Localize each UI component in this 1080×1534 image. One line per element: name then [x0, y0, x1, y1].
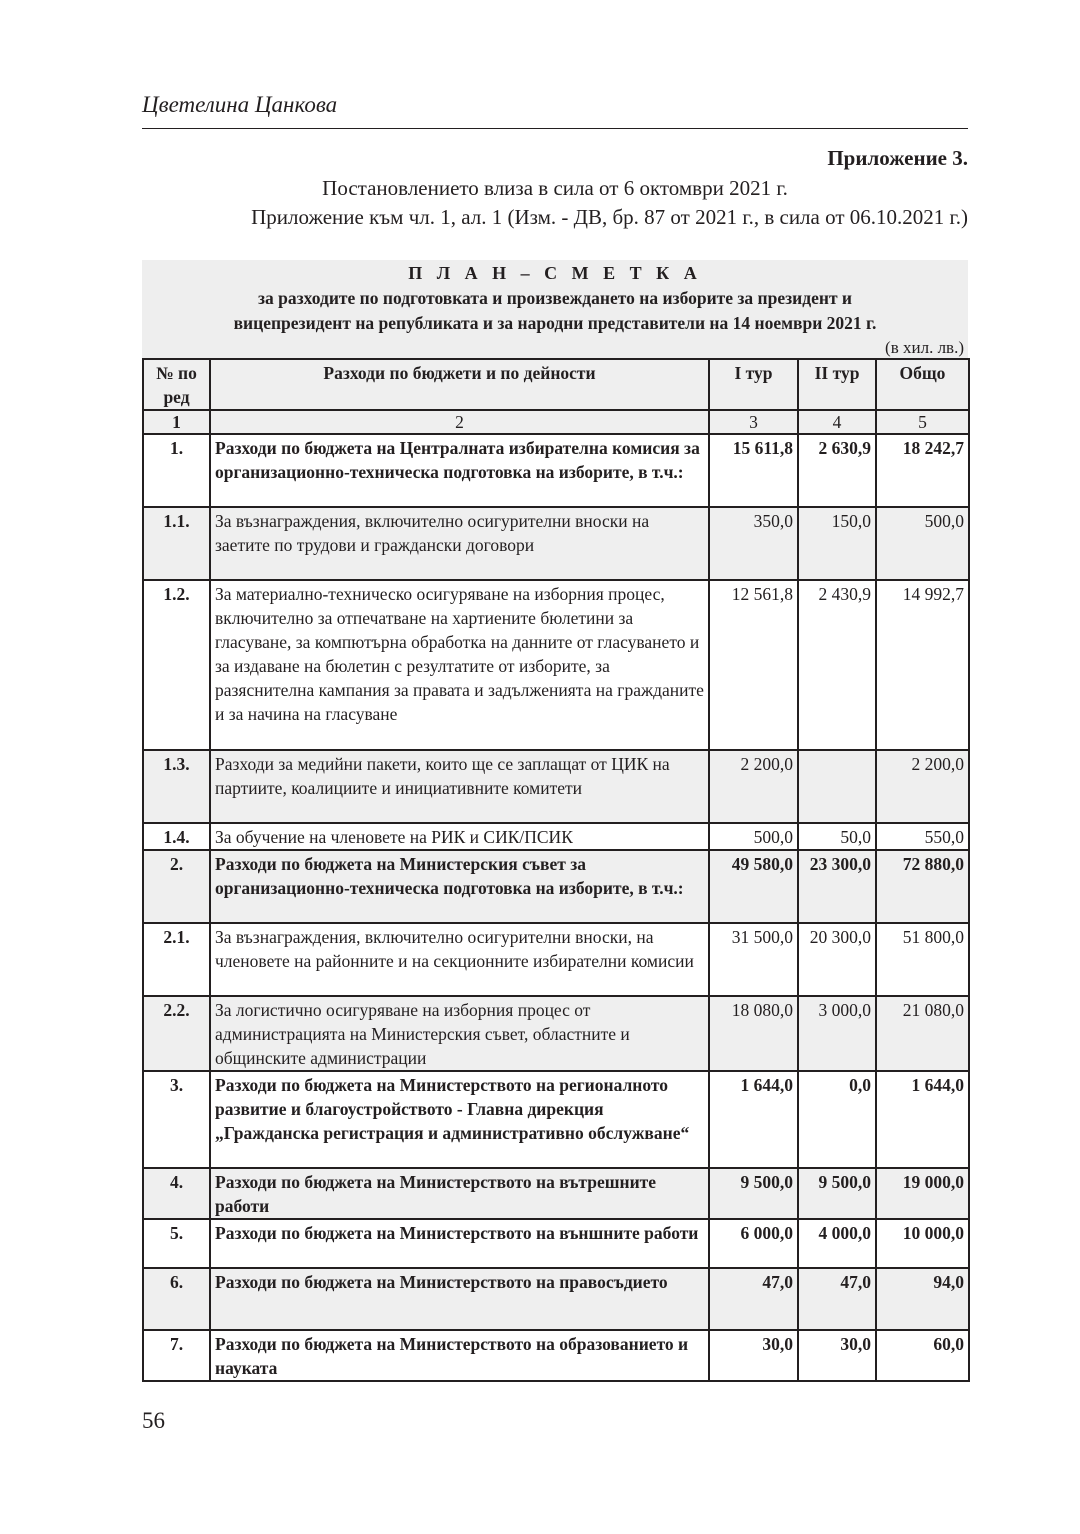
row-no: 1.4. — [143, 823, 210, 850]
table-row — [143, 1268, 969, 1330]
row-round1: 12 561,8 — [709, 580, 798, 750]
row-no: 1. — [143, 434, 210, 507]
column-index-row — [143, 410, 969, 434]
row-no: 2. — [143, 850, 210, 923]
table-row — [143, 434, 969, 507]
unit-note: (в хил. лв.) — [885, 338, 964, 357]
row-desc: Разходи по бюджета на Министерството на регионалното развитие и благоустройството - Главна дирекция „Гражданска регистрация и административно обслужване“ — [210, 1071, 709, 1168]
col-index: 2 — [210, 410, 709, 434]
row-total: 21 080,0 — [876, 996, 969, 1071]
col-index: 3 — [709, 410, 798, 434]
row-total: 18 242,7 — [876, 434, 969, 507]
row-round1: 1 644,0 — [709, 1071, 798, 1168]
row-total: 10 000,0 — [876, 1219, 969, 1268]
col-index: 4 — [798, 410, 876, 434]
row-round1: 6 000,0 — [709, 1219, 798, 1268]
table-row — [143, 1168, 969, 1219]
row-total: 2 200,0 — [876, 750, 969, 823]
row-round2: 2 430,9 — [798, 580, 876, 750]
row-round1: 30,0 — [709, 1330, 798, 1381]
col-header-round1: I тур — [709, 359, 798, 410]
table-row — [143, 507, 969, 580]
row-round2 — [798, 750, 876, 823]
table-row — [143, 1219, 969, 1268]
row-desc: Разходи по бюджета на Министерския съвет за организационно-техническа подготовка на изборите, в т.ч.: — [210, 850, 709, 923]
row-desc: Разходи по бюджета на Министерството на образованието и науката — [210, 1330, 709, 1381]
row-total: 14 992,7 — [876, 580, 969, 750]
row-total: 500,0 — [876, 507, 969, 580]
row-no: 3. — [143, 1071, 210, 1168]
row-desc: Разходи за медийни пакети, които ще се заплащат от ЦИК на партиите, коалициите и инициативните комитети — [210, 750, 709, 823]
row-round1: 350,0 — [709, 507, 798, 580]
row-total: 19 000,0 — [876, 1168, 969, 1219]
row-round2: 150,0 — [798, 507, 876, 580]
row-desc: За материално-техническо осигуряване на изборния процес, включително за отпечатване на хартиените бюлетини за гласуване, за компютърна обработка на данните от гласуването и за издаване на бюлетин с резултатите от изборите, за разяснителна кампания за правата и задълженията на гражданите и за начина на гласуване — [210, 580, 709, 750]
row-total: 60,0 — [876, 1330, 969, 1381]
row-desc: Разходи по бюджета на Министерството на правосъдието — [210, 1268, 709, 1330]
row-round2: 3 000,0 — [798, 996, 876, 1071]
table-row — [143, 1330, 969, 1381]
annex-label: Приложение 3. — [827, 146, 968, 170]
table-row — [143, 823, 969, 850]
row-round2: 2 630,9 — [798, 434, 876, 507]
col-index: 1 — [143, 410, 210, 434]
header-rule — [142, 128, 968, 129]
page-number: 56 — [142, 1408, 165, 1433]
table-subtitle-line1: за разходите по подготовката и произвеждането на изборите за президент и — [257, 288, 853, 308]
row-round1: 47,0 — [709, 1268, 798, 1330]
table-title-block — [142, 260, 968, 358]
row-round1: 500,0 — [709, 823, 798, 850]
row-total: 94,0 — [876, 1268, 969, 1330]
table-row — [143, 750, 969, 823]
row-round1: 31 500,0 — [709, 923, 798, 996]
table-subtitle-line2: вицепрезидент на републиката и за народни представители на 14 ноември 2021 г. — [233, 313, 877, 333]
row-round2: 4 000,0 — [798, 1219, 876, 1268]
row-total: 51 800,0 — [876, 923, 969, 996]
effective-date-line: Постановлението влиза в сила от 6 октомври 2021 г. — [322, 176, 788, 200]
row-no: 2.1. — [143, 923, 210, 996]
col-header-desc: Разходи по бюджети и по дейности — [210, 359, 709, 410]
row-desc: Разходи по бюджета на Централната избирателна комисия за организационно-техническа подготовка на изборите, в т.ч.: — [210, 434, 709, 507]
table-header-row — [143, 359, 969, 410]
budget-table — [142, 358, 970, 1382]
row-total: 72 880,0 — [876, 850, 969, 923]
row-no: 7. — [143, 1330, 210, 1381]
row-round1: 2 200,0 — [709, 750, 798, 823]
row-round2: 20 300,0 — [798, 923, 876, 996]
row-no: 5. — [143, 1219, 210, 1268]
row-round2: 23 300,0 — [798, 850, 876, 923]
table-row — [143, 850, 969, 923]
col-header-no: № по ред — [143, 359, 210, 410]
row-no: 1.3. — [143, 750, 210, 823]
col-index: 5 — [876, 410, 969, 434]
row-round1: 18 080,0 — [709, 996, 798, 1071]
row-round2: 0,0 — [798, 1071, 876, 1168]
table-row — [143, 1071, 969, 1168]
row-desc: Разходи по бюджета на Министерството на външните работи — [210, 1219, 709, 1268]
annex-reference-line: Приложение към чл. 1, ал. 1 (Изм. - ДВ, бр. 87 от 2021 г., в сила от 06.10.2021 г.) — [251, 205, 968, 229]
row-no: 1.2. — [143, 580, 210, 750]
row-desc: За логистично осигуряване на изборния процес от администрацията на Министерския съвет, областните и общинските администрации — [210, 996, 709, 1071]
row-round2: 30,0 — [798, 1330, 876, 1381]
row-total: 550,0 — [876, 823, 969, 850]
row-desc: Разходи по бюджета на Министерството на вътрешните работи — [210, 1168, 709, 1219]
table-title: П Л А Н – С М Е Т К А — [408, 263, 702, 283]
row-round2: 47,0 — [798, 1268, 876, 1330]
col-header-round2: II тур — [798, 359, 876, 410]
row-no: 4. — [143, 1168, 210, 1219]
row-desc: За обучение на членовете на РИК и СИК/ПСИК — [210, 823, 709, 850]
row-desc: За възнаграждения, включително осигурителни вноски на заетите по трудови и граждански договори — [210, 507, 709, 580]
table-row — [143, 923, 969, 996]
running-head-author: Цветелина Цанкова — [142, 92, 338, 117]
row-round1: 49 580,0 — [709, 850, 798, 923]
row-desc: За възнаграждения, включително осигурителни вноски, на членовете на районните и на секционните избирателни комисии — [210, 923, 709, 996]
table-row — [143, 996, 969, 1071]
table-row — [143, 580, 969, 750]
row-no: 1.1. — [143, 507, 210, 580]
row-round1: 9 500,0 — [709, 1168, 798, 1219]
row-round1: 15 611,8 — [709, 434, 798, 507]
row-no: 2.2. — [143, 996, 210, 1071]
row-total: 1 644,0 — [876, 1071, 969, 1168]
row-round2: 9 500,0 — [798, 1168, 876, 1219]
row-no: 6. — [143, 1268, 210, 1330]
col-header-total: Общо — [876, 359, 969, 410]
row-round2: 50,0 — [798, 823, 876, 850]
